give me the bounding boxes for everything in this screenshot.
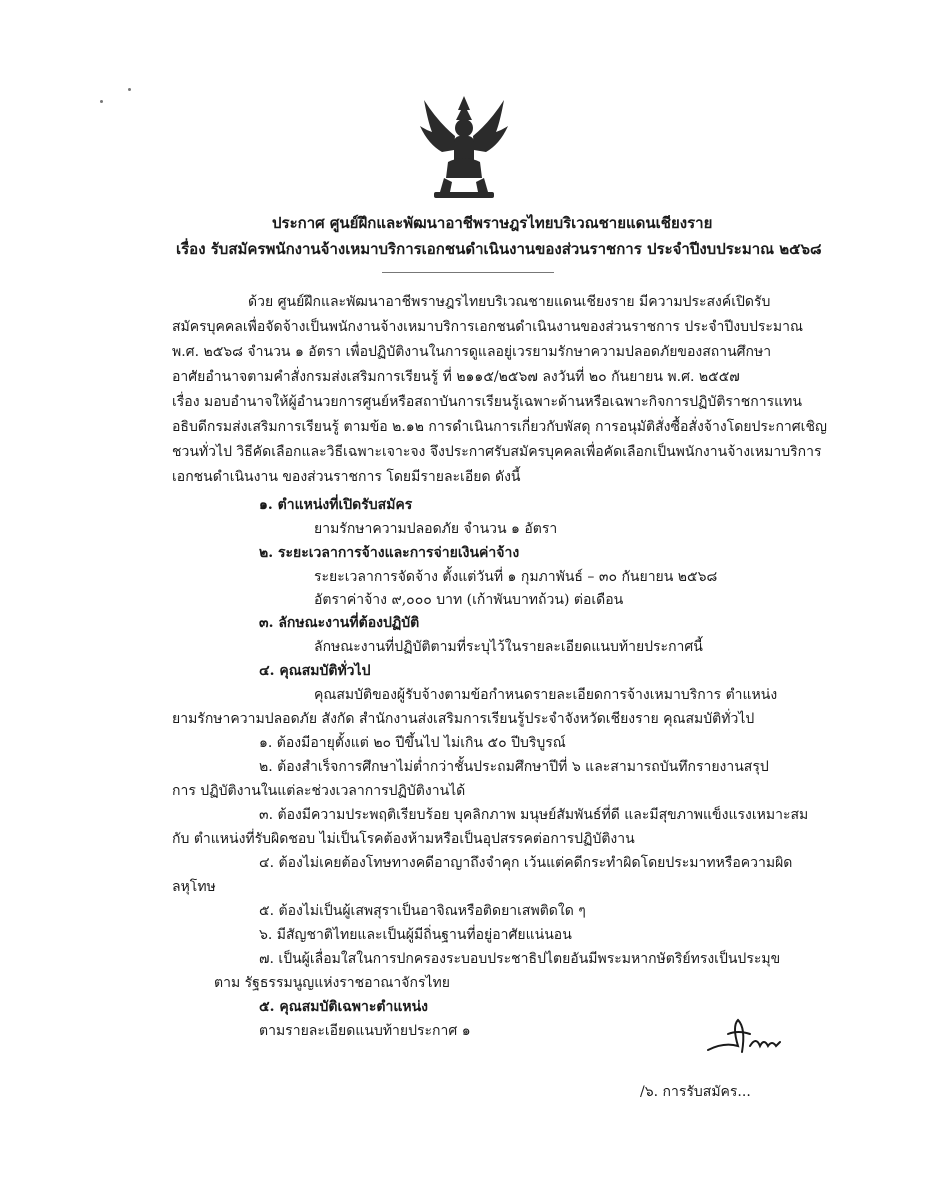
section-3-body: ลักษณะงานที่ปฏิบัติตามที่ระบุไว้ในรายละเอียดแนบท้ายประกาศนี้ — [314, 639, 703, 655]
intro-line: ชวนทั่วไป วิธีคัดเลือกและวิธีเฉพาะเจาะจง จึงประกาศรับสมัครบุคคลเพื่อคัดเลือกเป็นพนักงานจ้างเหมาบริการ — [172, 444, 822, 460]
qualification-item: ๑. ต้องมีอายุตั้งแต่ ๒๐ ปีขึ้นไป ไม่เกิน ๕๐ ปีบริบูรณ์ — [259, 735, 566, 751]
section-5-heading: ๕. คุณสมบัติเฉพาะตำแหน่ง — [259, 999, 428, 1015]
garuda-emblem-icon — [418, 92, 510, 200]
section-4-heading: ๔. คุณสมบัติทั่วไป — [259, 663, 371, 679]
intro-line: อาศัยอำนาจตามคำสั่งกรมส่งเสริมการเรียนรู้ ที่ ๒๑๑๕/๒๕๖๗ ลงวันที่ ๒๐ กันยายน พ.ศ. ๒๕๕๗ — [172, 369, 740, 385]
intro-line: สมัครบุคคลเพื่อจัดจ้างเป็นพนักงานจ้างเหมาบริการเอกชนดำเนินงานของส่วนราชการ ประจำปีงบประมาณ — [172, 319, 803, 335]
intro-line: เอกชนดำเนินงาน ของส่วนราชการ โดยมีรายละเอียด ดังนี้ — [172, 469, 521, 485]
page-continuation: /๖. การรับสมัคร... — [640, 1084, 751, 1100]
intro-line: อธิบดีกรมส่งเสริมการเรียนรู้ ตามข้อ ๒.๑๒ การดำเนินการเกี่ยวกับพัสดุ การอนุมัติสั่งซื้อสั่งจ้างโดยประกาศเชิญ — [172, 419, 827, 435]
qualification-item: ๓. ต้องมีความประพฤติเรียบร้อย บุคลิกภาพ มนุษย์สัมพันธ์ที่ดี และมีสุขภาพแข็งแรงเหมาะสม — [259, 807, 809, 823]
qualification-item: ๖. มีสัญชาติไทยและเป็นผู้มีถิ่นฐานที่อยู่อาศัยแน่นอน — [259, 927, 572, 943]
title-divider — [382, 272, 554, 273]
intro-line: ด้วย ศูนย์ฝึกและพัฒนาอาชีพราษฎรไทยบริเวณชายแดนเชียงราย มีความประสงค์เปิดรับ — [248, 294, 771, 310]
qualification-item: ๒. ต้องสำเร็จการศึกษาไม่ต่ำกว่าชั้นประถมศึกษาปีที่ ๖ และสามารถบันทึกรายงานสรุป — [259, 759, 769, 775]
section-5-body: ตามรายละเอียดแนบท้ายประกาศ ๑ — [259, 1023, 471, 1039]
wage-rate: อัตราค่าจ้าง ๙,๐๐๐ บาท (เก้าพันบาทถ้วน) ต่อเดือน — [314, 592, 624, 608]
section-4-intro: ยามรักษาความปลอดภัย สังกัด สำนักงานส่งเสริมการเรียนรู้ประจำจังหวัดเชียงราย คุณสมบัติทั่วไป — [172, 711, 755, 727]
qualification-item: ๕. ต้องไม่เป็นผู้เสพสุราเป็นอาจิณหรือติดยาเสพติดใด ๆ — [259, 903, 586, 919]
intro-line: เรื่อง มอบอำนาจให้ผู้อำนวยการศูนย์หรือสถาบันการเรียนรู้เฉพาะด้านหรือเฉพาะกิจการปฏิบัติราชการแทน — [172, 394, 802, 410]
qualification-item: ๗. เป็นผู้เลื่อมใสในการปกครองระบอบประชาธิปไตยอันมีพระมหากษัตริย์ทรงเป็นประมุข — [259, 951, 781, 967]
paper-speck — [128, 88, 131, 91]
section-4-intro: คุณสมบัติของผู้รับจ้างตามข้อกำหนดรายละเอียดการจ้างเหมาบริการ ตำแหน่ง — [314, 687, 778, 703]
section-3-heading: ๓. ลักษณะงานที่ต้องปฏิบัติ — [259, 615, 420, 631]
intro-line: พ.ศ. ๒๕๖๘ จำนวน ๑ อัตรา เพื่อปฏิบัติงานในการดูแลอยู่เวรยามรักษาความปลอดภัยของสถานศึกษา — [172, 344, 772, 360]
section-2-heading: ๒. ระยะเวลาการจ้างและการจ่ายเงินค่าจ้าง — [259, 545, 520, 561]
qualification-item: ตาม รัฐธรรมนูญแห่งราชอาณาจักรไทย — [214, 975, 450, 991]
employment-period: ระยะเวลาการจัดจ้าง ตั้งแต่วันที่ ๑ กุมภาพันธ์ – ๓๐ กันยายน ๒๕๖๘ — [314, 569, 718, 585]
title-line-2: เรื่อง รับสมัครพนักงานจ้างเหมาบริการเอกชนดำเนินงานของส่วนราชการ ประจำปีงบประมาณ ๒๕๖๘ — [176, 240, 822, 258]
qualification-item: ๔. ต้องไม่เคยต้องโทษทางคดีอาญาถึงจำคุก เว้นแต่คดีกระทำผิดโดยประมาทหรือความผิด — [259, 855, 793, 871]
section-1-heading: ๑. ตำแหน่งที่เปิดรับสมัคร — [259, 497, 413, 513]
qualification-item: การ ปฏิบัติงานในแต่ละช่วงเวลาการปฏิบัติงานได้ — [172, 783, 466, 799]
qualification-item: ลหุโทษ — [172, 879, 216, 895]
section-1-body: ยามรักษาความปลอดภัย จำนวน ๑ อัตรา — [314, 521, 558, 537]
title-line-1: ประกาศ ศูนย์ฝึกและพัฒนาอาชีพราษฎรไทยบริเวณชายแดนเชียงราย — [272, 214, 713, 232]
paper-speck — [100, 100, 103, 103]
qualification-item: กับ ตำแหน่งที่รับผิดชอบ ไม่เป็นโรคต้องห้ามหรือเป็นอุปสรรคต่อการปฏิบัติงาน — [172, 831, 635, 847]
handwritten-signature — [704, 1012, 784, 1060]
